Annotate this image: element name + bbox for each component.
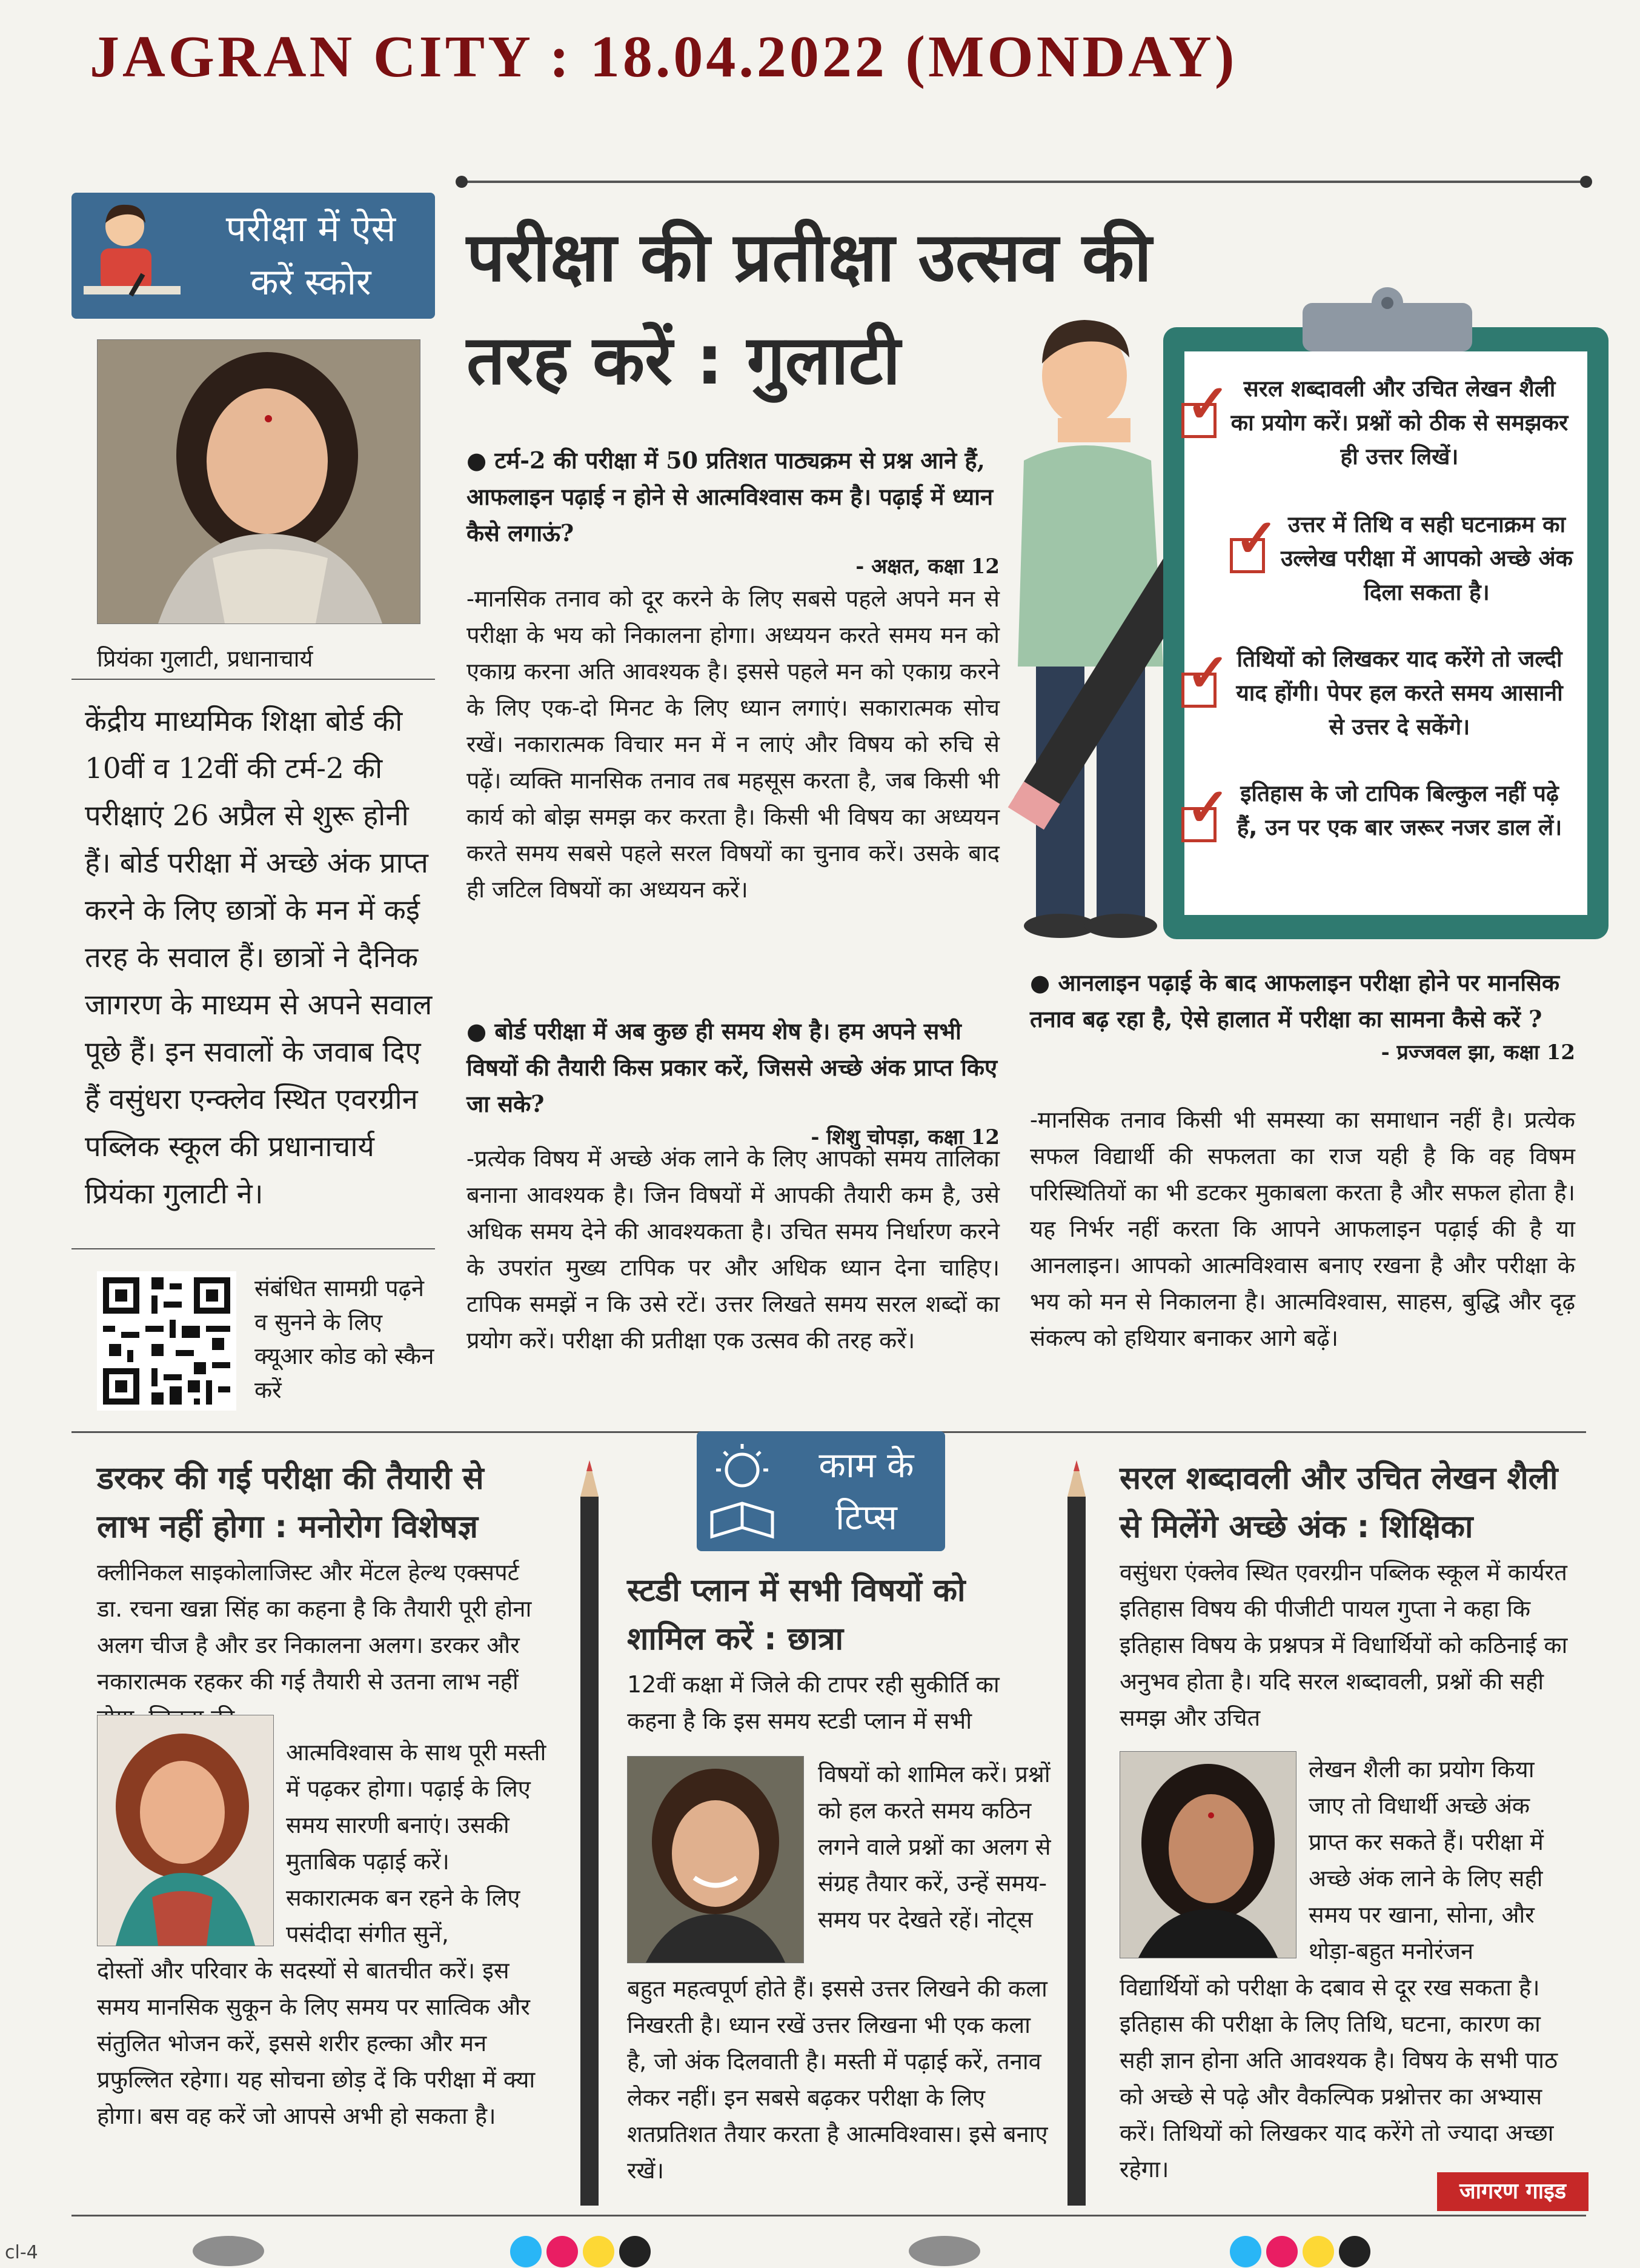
registration-mark <box>583 2236 614 2267</box>
article-1-rest: दोस्तों और परिवार के सदस्यों से बातचीत करें। इस समय मानसिक सुकून के लिए समय पर सात्विक और संतुलित भोजन करें, इससे शरीर हल्का और मन प्रफुल्लित रहेगा। यह सोचना छोड़ दें कि परीक्षा में क्या होगा। बस वह करें जो आपसे अभी हो सकता है। <box>97 1957 536 2129</box>
clipboard-tip-4: इतिहास के जो टापिक बिल्कुल नहीं पढ़े हैं, उन पर एक बार जरूर नजर डाल लें। <box>1237 780 1562 840</box>
question-credit: - अक्षत, कक्षा 12 <box>855 554 1000 579</box>
tips-banner-line2: टिप्स <box>835 1497 897 1538</box>
registration-mark <box>510 2236 542 2267</box>
psychologist-portrait <box>98 1715 273 1946</box>
article-2-lead: 12वीं कक्षा में जिले की टापर रही सुकीर्ति का कहना है कि इस समय स्टडी प्लान में सभी <box>627 1671 1000 1734</box>
section-banner-line1: परीक्षा में ऐसे <box>225 208 396 250</box>
divider <box>71 679 435 680</box>
question: ● टर्म-2 की परीक्षा में 50 प्रतिशत पाठ्यक्रम से प्रश्न आने हैं, आफलाइन पढ़ाई न होने से आत्मविश्वास कम है। पढ़ाई में ध्यान कैसे लगाऊं? <box>466 447 994 547</box>
clipboard-tip-2: उत्तर में तिथि व सही घटनाक्रम का उल्लेख परीक्षा में आपको अच्छे अंक दिला सकता है। <box>1280 511 1573 605</box>
question: ● आनलाइन पढ़ाई के बाद आफलाइन परीक्षा होने पर मानसिक तनाव बढ़ रहा है, ऐसे हालात में परीक्षा का सामना कैसे करें ? <box>1030 969 1560 1033</box>
answer-3: -मानसिक तनाव किसी भी समस्या का समाधान नहीं है। प्रत्येक सफल विद्यार्थी की सफलता का राज यही है कि वह विषम परिस्थितियों का भी डटकर मुकाबला करता है और सफल होता है। यह निर्भर नहीं करता कि आपने आफलाइन पढ़ाई की है या आनलाइन। आपको आत्मविश्वास बनाए रखना है और परीक्षा के भय को मन से निकालना है। आत्मविश्वास, साहस, बुद्धि और दृढ़ संकल्प को हथियार बनाकर आगे बढ़ें। <box>1030 1106 1575 1351</box>
qr-note: संबंधित सामग्री पढ़ने व सुनने के लिए क्यूआर कोड को स्कैन करें <box>254 1275 434 1403</box>
clipboard-tip-1: सरल शब्दावली और उचित लेखन शैली का प्रयोग करें। प्रश्नों को ठीक से समझकर ही उत्तर लिखें। <box>1230 376 1569 470</box>
checkmark-icon: ✓ <box>1186 642 1230 703</box>
question-credit: - प्रज्जवल झा, कक्षा 12 <box>1381 1040 1575 1065</box>
article-3-rest: विद्यार्थियों को परीक्षा के दबाव से दूर रख सकता है। इतिहास की परीक्षा के लिए तिथि, घटना, कारण का सही ज्ञान होना अति आवश्यक है। विषय के सभी पाठ को अच्छे से पढ़े और वैकल्पिक प्रश्नोत्तर का अभ्यास करें। तिथियों को लिखकर याद करेंगे तो ज्यादा अच्छा रहेगा। <box>1120 1974 1558 2183</box>
section-banner <box>71 193 435 319</box>
article-2-rest: बहुत महत्वपूर्ण होते हैं। इससे उत्तर लिखने की कला निखरती है। ध्यान रखें उत्तर लिखना भी एक कला है, जो अंक दिलवाती है। मस्ती में पढ़ाई करें, तनाव लेकर नहीं। इन सबसे बढ़कर परीक्षा के लिए शतप्रतिशत तैयार करता है आत्मविश्वास। इसे बनाए रखें। <box>627 1975 1048 2184</box>
checkmark-icon: ✓ <box>1186 373 1230 434</box>
checkmark-icon: ✓ <box>1235 508 1279 569</box>
article-3-lead: वसुंधरा एंक्लेव स्थित एवरग्रीन पब्लिक स्कूल में कार्यरत इतिहास विषय की पीजीटी पायल गुप्ता ने कहा कि इतिहास विषय के प्रश्नपत्र में विधार्थियों को कठिनाई का अनुभव होता है। यदि सरल शब्दावली, प्रश्नों की सही समझ और उचित <box>1120 1559 1568 1731</box>
student-photo <box>627 1756 804 1963</box>
registration-mark <box>1230 2236 1261 2267</box>
divider <box>71 1248 435 1249</box>
pencil-divider <box>574 1460 605 2206</box>
answer-2: -प्रत्येक विषय में अच्छे अंक लाने के लिए आपको समय तालिका बनाना आवश्यक है। जिन विषयों में आपकी तैयारी कम है, उसे अधिक समय देने की आवश्यकता है। उचित समय निर्धारण करने के उपरांत मुख्य टापिक पर और अधिक ध्यान देना चाहिए। टापिक समझें न कि उसे रटें। उत्तर लिखते समय सरल शब्दों का प्रयोग करें। परीक्षा की प्रतीक्षा एक उत्सव की तरह करें। <box>466 1145 1000 1354</box>
psychologist-photo <box>97 1715 274 1946</box>
clipboard-tip-3: तिथियों को लिखकर याद करेंगे तो जल्दी याद होंगी। पेपर हल करते समय आसानी से उत्तर दे सकेंगे। <box>1236 646 1563 740</box>
registration-mark <box>1303 2236 1334 2267</box>
article-2-headline: स्टडी प्लान में सभी विषयों को शामिल करें : छात्रा <box>627 1572 966 1657</box>
qa-block-1 <box>466 442 1000 579</box>
pencil-divider <box>1061 1460 1092 2206</box>
article-1-headline: डरकर की गई परीक्षा की तैयारी से लाभ नहीं होगा : मनोरोग विशेषज्ञ <box>97 1460 484 1545</box>
qr-code <box>97 1271 236 1411</box>
registration-mark <box>1339 2236 1370 2267</box>
page-headline: परीक्षा की प्रतीक्षा उत्सव की तरह करें : गुलाटी <box>466 218 1152 400</box>
tips-banner-line1: काम के <box>818 1445 914 1486</box>
article-3-headline: सरल शब्दावली और उचित लेखन शैली से मिलेंगे अच्छे अंक : शिक्षिका <box>1120 1460 1558 1545</box>
masthead: JAGRAN CITY : 18.04.2022 (MONDAY) <box>90 24 1238 90</box>
page-code: cl-4 <box>5 2242 38 2263</box>
answer-1: -मानसिक तनाव को दूर करने के लिए सबसे पहले अपने मन से परीक्षा के भय को निकालना होगा। अध्ययन करते समय मन को एकाग्र करना अति आवश्यक है। इससे पहले मन को एकाग्र करने के लिए एक-दो मिनट के लिए ध्यान लगाएं। सकारात्मक सोच रखें। नकारात्मक विचार मन में न लाएं और विषय को रुचि से पढ़ें। व्यक्ति मानसिक तनाव तब महसूस करता है, जब किसी भी कार्य को बोझ समझ कर करता है। किसी भी विषय का अध्ययन करते समय सबसे पहले सरल विषयों का चुनाव करें। उसके बाद ही जटिल विषयों का अध्ययन करें। <box>466 585 1000 903</box>
footer-tag: जागरण गाइड <box>1437 2172 1589 2211</box>
registration-mark <box>909 2236 980 2266</box>
qa-block-3 <box>1030 965 1575 1065</box>
principal-portrait <box>98 340 420 624</box>
article-1-lead: क्लीनिकल साइकोलाजिस्ट और मेंटल हेल्थ एक्सपर्ट डा. रचना खन्ना सिंह का कहना है कि तैयारी पूरी होना अलग चीज है और डर निकालना अलग। डरकर और नकारात्मक रहकर की गई तैयारी से उतना लाभ नहीं <box>97 1559 532 1695</box>
registration-mark <box>619 2236 651 2267</box>
article-2-beside: विषयों को शामिल करें। प्रश्नों को हल करते समय कठिन लगने वाले प्रश्नों का अलग से संग्रह तैयार करें, उन्हें समय-समय पर देखते रहें। नोट्स <box>818 1761 1051 1933</box>
student-portrait <box>628 1757 803 1963</box>
top-rule <box>460 181 1587 183</box>
rule-dot <box>1580 176 1592 188</box>
article-3-beside: लेखन शैली का प्रयोग किया जाए तो विधार्थी अच्छे अंक प्राप्त कर सकते हैं। परीक्षा में अच्छे अंक लाने के लिए सही समय पर खाना, सोना, और थोड़ा-बहुत मनोरंजन <box>1309 1756 1544 1964</box>
intro-text: केंद्रीय माध्यमिक शिक्षा बोर्ड की 10वीं व 12वीं की टर्म-2 की परीक्षाएं 26 अप्रैल से शुरू होनी हैं। बोर्ड परीक्षा में अच्छे अंक प्राप्त करने के लिए छात्रों के मन में कई तरह के सवाल हैं। छात्रों ने दैनिक जागरण के माध्यम से अपने सवाल पूछे हैं। इन सवालों के जवाब दिए हैं वसुंधरा एन्क्लेव स्थित एवरग्रीन पब्लिक स्कूल की प्रधानाचार्य प्रियंका गुलाटी ने। <box>85 705 433 1211</box>
section-banner-line2: करें स्कोर <box>250 261 371 304</box>
rule-dot <box>456 176 468 188</box>
qa-block-2 <box>466 1013 1000 1150</box>
footer-rule <box>71 2215 1586 2216</box>
question-credit: - शिशु चोपड़ा, कक्षा 12 <box>811 1125 1000 1149</box>
registration-mark <box>193 2236 264 2266</box>
principal-caption: प्रियंका गुलाटी, प्रधानाचार्य <box>97 645 313 672</box>
student-writing-icon <box>71 195 187 316</box>
checkmark-icon: ✓ <box>1186 777 1230 838</box>
tips-banner <box>697 1431 945 1551</box>
teacher-portrait <box>1120 1752 1296 1958</box>
article-1-beside: आत्मविश्वास के साथ पूरी मस्ती में पढ़कर होगा। पढ़ाई के लिए समय सारणी बनाएं। उसकी मुताबिक पढ़ाई करें। सकारात्मक बन रहने के लिए पसंदीदा संगीत सुनें, <box>286 1739 546 1947</box>
registration-mark <box>546 2236 578 2267</box>
question: ● बोर्ड परीक्षा में अब कुछ ही समय शेष है। हम अपने सभी विषयों की तैयारी किस प्रकार करें, जिससे अच्छे अंक प्राप्त किए जा सके? <box>466 1017 998 1117</box>
principal-photo <box>97 339 420 624</box>
registration-mark <box>1266 2236 1298 2267</box>
teacher-photo <box>1120 1751 1296 1958</box>
lightbulb-book-icon <box>697 1437 788 1546</box>
